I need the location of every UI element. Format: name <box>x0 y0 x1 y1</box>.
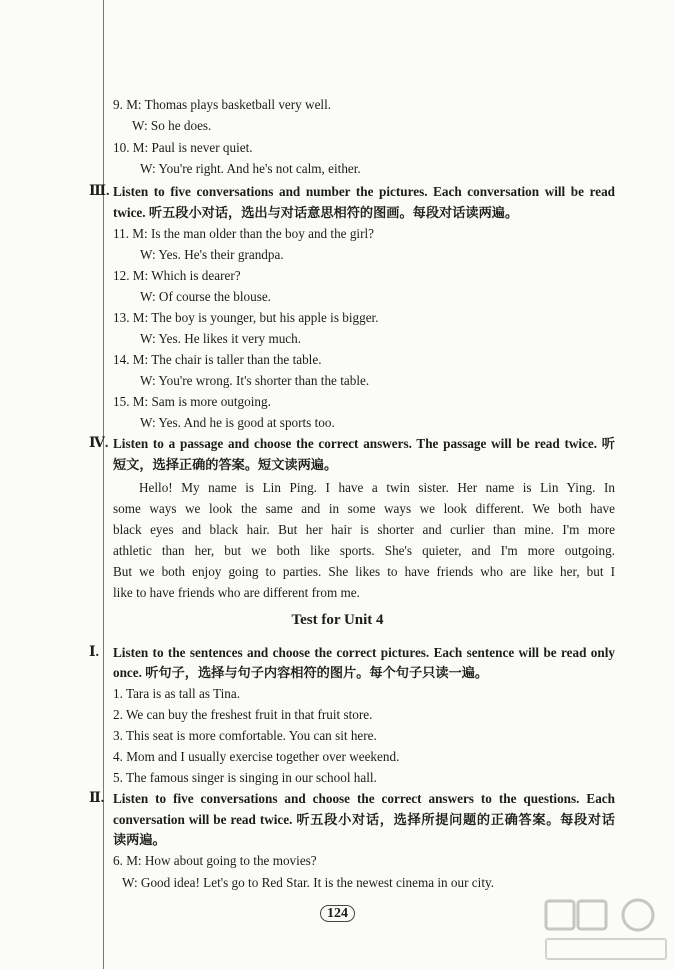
dialogue-line: 2. We can buy the freshest fruit in that fruit store. <box>113 707 373 722</box>
passage-line: like to have friends who are different from me. <box>113 585 360 600</box>
dialogue-line: 12. M: Which is dearer? <box>113 268 241 283</box>
dialogue-line: 9. M: Thomas plays basketball very well. <box>113 97 332 112</box>
dialogue-line: 3. This seat is more comfortable. You can sit here. <box>113 728 377 743</box>
dialogue-line: W: Yes. And he is good at sports too. <box>140 415 335 430</box>
section-instruction: 短文，选择正确的答案。短文读两遍。 <box>113 457 338 472</box>
dialogue-line: 11. M: Is the man older than the boy and the girl? <box>113 226 374 241</box>
section-number: Ⅳ. <box>89 436 109 451</box>
dialogue-line: 6. M: How about going to the movies? <box>113 853 317 868</box>
passage-line: athletic than her, but we both like sports. She's quieter, and I'm more outgoing. <box>113 543 615 558</box>
dialogue-line: 13. M: The boy is younger, but his apple is bigger. <box>113 310 379 325</box>
dialogue-line: W: Yes. He likes it very much. <box>140 331 302 346</box>
section-instruction: Listen to a passage and choose the correct answers. The passage will be read twice. 听 <box>113 436 615 451</box>
section-number: Ⅲ. <box>89 184 110 199</box>
section-number: Ⅰ. <box>89 645 100 660</box>
watermark-logo <box>540 895 670 965</box>
dialogue-line: W: Good idea! Let's go to Red Star. It is the newest cinema in our city. <box>122 875 495 890</box>
dialogue-line: 5. The famous singer is singing in our school hall. <box>113 770 377 785</box>
dialogue-line: W: Yes. He's their grandpa. <box>140 247 284 262</box>
section-number: Ⅱ. <box>89 791 105 806</box>
dialogue-line: 1. Tara is as tall as Tina. <box>113 686 241 701</box>
passage-line: Hello! My name is Lin Ping. I have a twin sister. Her name is Lin Ying. In <box>139 480 615 495</box>
section-instruction: Listen to the sentences and choose the correct pictures. Each sentence will be read only <box>113 645 615 660</box>
margin-line <box>103 0 104 969</box>
section-instruction: once. 听句子，选择与句子内容相符的图片。每个句子只读一遍。 <box>113 665 489 680</box>
passage-line: But we both enjoy going to parties. She likes to have friends who are like her, but I <box>113 564 615 579</box>
passage-line: black eyes and black hair. But her hair is shorter and curlier than mine. I'm more <box>113 522 615 537</box>
section-instruction: conversation will be read twice. 听五段小对话，选择所提问题的正确答案。每段对话 <box>113 812 615 827</box>
section-instruction: 读两遍。 <box>113 832 166 847</box>
section-instruction: twice. 听五段小对话，选出与对话意思相符的图画。每段对话读两遍。 <box>113 205 519 220</box>
page-number-label: 124 <box>320 905 355 922</box>
section-instruction: Listen to five conversations and choose the correct answers to the questions. Each <box>113 791 615 806</box>
unit-title: Test for Unit 4 <box>291 612 384 628</box>
section-instruction: Listen to five conversations and number the pictures. Each conversation will be read <box>113 184 615 199</box>
dialogue-line: W: You're wrong. It's shorter than the table. <box>140 373 370 388</box>
dialogue-line: 10. M: Paul is never quiet. <box>113 140 253 155</box>
passage-line: some ways we look the same and in some ways we look different. We both have <box>113 501 615 516</box>
dialogue-line: 15. M: Sam is more outgoing. <box>113 394 271 409</box>
dialogue-line: W: You're right. And he's not calm, either. <box>140 161 361 176</box>
dialogue-line: W: So he does. <box>132 118 212 133</box>
dialogue-line: W: Of course the blouse. <box>140 289 271 304</box>
dialogue-line: 14. M: The chair is taller than the table. <box>113 352 322 367</box>
dialogue-line: 4. Mom and I usually exercise together over weekend. <box>113 749 400 764</box>
